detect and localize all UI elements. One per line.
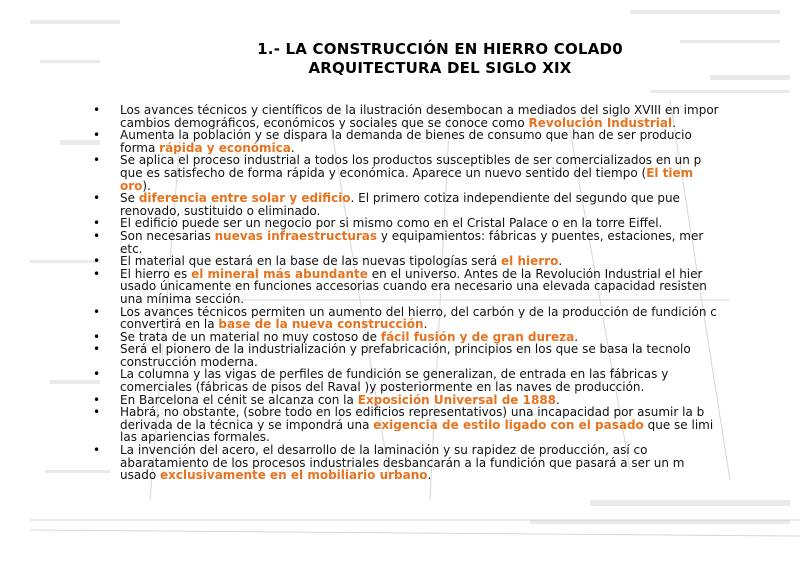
bullet-item: • Será el pionero de la industrialización y prefabricación, principios en los que se basa la tecnolo construcción moderna. [91,343,741,368]
bullet-item: • El hierro es el mineral más abundante en el universo. Antes de la Revolución Industrial el hier usado únicamente en funciones accesorias cuando era necesario una elevada capacidad resisten una mínima sección. [91,268,741,306]
title-line-1: 1.- LA CONSTRUCCIÓN EN HIERRO COLAD0 [257,40,623,58]
bullet-item: • Son necesarias nuevas infraestructuras y equipamientos: fábricas y puentes, estaciones, mer etc. [91,230,741,255]
bullet-item: • La invención del acero, el desarrollo de la laminación y su rapidez de producción, así co abaratamiento de los procesos industriales desbancarán a la fundición que pasará a ser un m usado exclusivamente en el mobiliario urbano. [91,444,741,482]
bullet-item: • Se diferencia entre solar y edificio. El primero cotiza independiente del segundo que pue renovado, sustituido o eliminado. [91,192,741,217]
bullet-item: • La columna y las vigas de perfiles de fundición se generalizan, de entrada en las fábricas y comerciales (fábricas de pisos del Raval )y posteriormente en las naves de producción. [91,368,741,393]
bullet-item: • El material que estará en la base de las nuevas tipologías será el hierro. [91,255,741,268]
bullet-item: • Se trata de un material no muy costoso de fácil fusión y de gran dureza. [91,331,741,344]
bullet-item: • El edificio puede ser un negocio por si mismo como en el Cristal Palace o en la torre Eiffel. [91,217,741,230]
slide-title [140,40,740,78]
bullet-list [91,104,741,482]
bullet-item: • Los avances técnicos y científicos de la ilustración desembocan a mediados del siglo XVIII en impor cambios demográficos, económicos y sociales que se conoce como Revolución Industrial. [91,104,741,129]
bullet-item: • Habrá, no obstante, (sobre todo en los edificios representativos) una incapacidad por asumir la b derivada de la técnica y se impondrá una exigencia de estilo ligado con el pasado que se limi las apariencias formales. [91,406,741,444]
bullet-item: • En Barcelona el cénit se alcanza con la Exposición Universal de 1888. [91,394,741,407]
bullet-item: • Aumenta la población y se dispara la demanda de bienes de consumo que han de ser producio forma rápida y económica. [91,129,741,154]
bullet-item: • Se aplica el proceso industrial a todos los productos susceptibles de ser comercializados en un p que es satisfecho de forma rápida y económica. Aparece un nuevo sentido del tiempo (El tiem oro). [91,154,741,192]
title-line-2: ARQUITECTURA DEL SIGLO XIX [308,59,572,77]
bullet-item: • Los avances técnicos permiten un aumento del hierro, del carbón y de la producción de fundición c convertirá en la base de la nueva construcción. [91,306,741,331]
